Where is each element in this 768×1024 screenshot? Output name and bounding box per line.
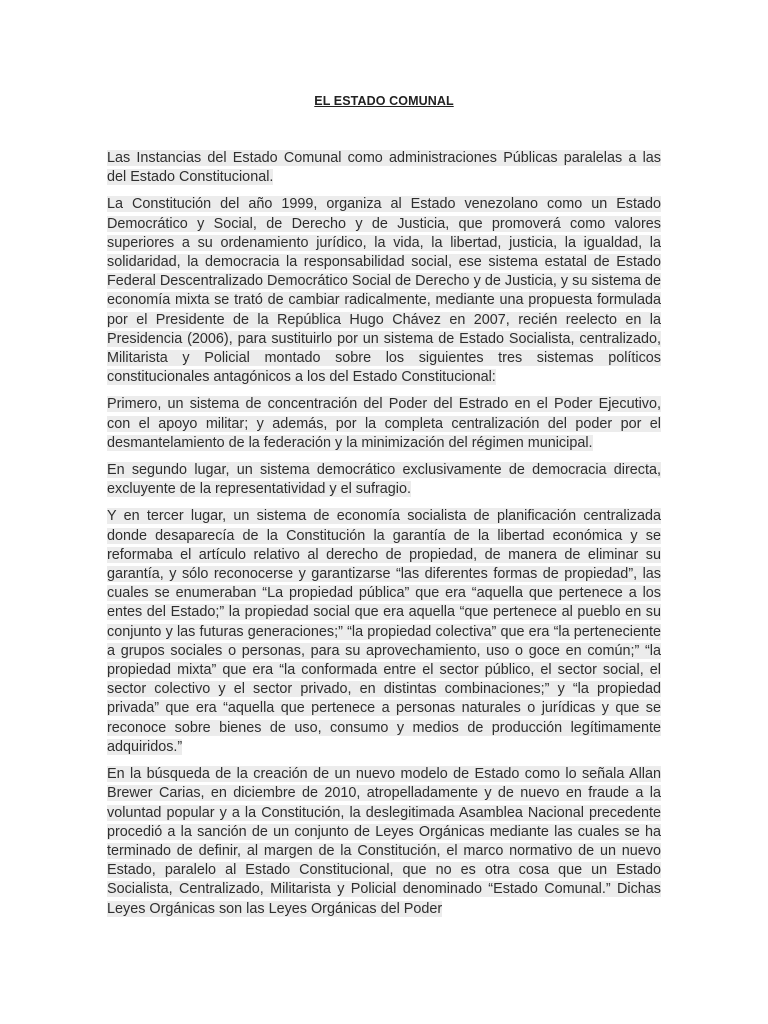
document-body bbox=[107, 149, 661, 927]
paragraph-6 bbox=[107, 765, 661, 919]
paragraph-5-text: Y en tercer lugar, un sistema de economía socialista de planificación centralizada donde desaparecía de la Constitución la garantía de la libertad económica y se reformaba el artículo relativo al derecho de propiedad, de manera de eliminar su garantía, y sólo reconocerse y garantizarse “las diferentes formas de propiedad”, las cuales se enumeraban “La propiedad pública” que era “aquella que pertenece a los entes del Estado;” la propiedad social que era aquella “que pertenece al pueblo en su conjunto y las futuras generaciones;” “la propiedad colectiva” que era “la perteneciente a grupos sociales o personas, para su aprovechamiento, uso o goce en común;” “la propiedad mixta” que era “la conformada entre el sector público, el sector social, el sector colectivo y el sector privado, en distintas combinaciones;” y “la propiedad privada” que era “aquella que pertenece a personas naturales o jurídicas y que se reconoce sobre bienes de uso, consumo y medios de producción legítimamente adquiridos.” bbox=[107, 508, 661, 755]
paragraph-1-text: Las Instancias del Estado Comunal como administraciones Públicas paralelas a las del Estado Constitucional. bbox=[107, 150, 661, 186]
paragraph-3-text: Primero, un sistema de concentración del Poder del Estrado en el Poder Ejecutivo, con el apoyo militar; y además, por la completa centralización del poder por el desmantelamiento de la federación y la minimización del régimen municipal. bbox=[107, 396, 661, 451]
paragraph-2-text: La Constitución del año 1999, organiza al Estado venezolano como un Estado Democrático y Social, de Derecho y de Justicia, que promoverá como valores superiores a su ordenamiento jurídico, la vida, la libertad, justicia, la igualdad, la solidaridad, la democracia la responsabilidad social, ese sistema estatal de Estado Federal Descentralizado Democrático Social de Derecho y de Justicia, y su sistema de economía mixta se trató de cambiar radicalmente, mediante una propuesta formulada por el Presidente de la República Hugo Chávez en 2007, recién reelecto en la Presidencia (2006), para sustituirlo por un sistema de Estado Socialista, centralizado, Militarista y Policial montado sobre los siguientes tres sistemas políticos constitucionales antagónicos a los del Estado Constitucional: bbox=[107, 196, 661, 386]
document-title: EL ESTADO COMUNAL bbox=[314, 94, 454, 108]
paragraph-3 bbox=[107, 395, 661, 453]
paragraph-4 bbox=[107, 461, 661, 499]
paragraph-6-text: En la búsqueda de la creación de un nuevo modelo de Estado como lo señala Allan Brewer Carias, en diciembre de 2010, atropelladamente y de nuevo en fraude a la voluntad popular y a la Constitución, la deslegitimada Asamblea Nacional precedente procedió a la sanción de un conjunto de Leyes Orgánicas mediante las cuales se ha terminado de definir, al margen de la Constitución, el marco normativo de un nuevo Estado, paralelo al Estado Constitucional, que no es otra cosa que un Estado Socialista, Centralizado, Militarista y Policial denominado “Estado Comunal.” Dichas Leyes Orgánicas son las Leyes Orgánicas del Poder bbox=[107, 766, 661, 917]
paragraph-1 bbox=[107, 149, 661, 187]
paragraph-2 bbox=[107, 195, 661, 387]
paragraph-4-text: En segundo lugar, un sistema democrático exclusivamente de democracia directa, excluyente de la representatividad y el sufragio. bbox=[107, 462, 661, 498]
paragraph-5 bbox=[107, 507, 661, 757]
